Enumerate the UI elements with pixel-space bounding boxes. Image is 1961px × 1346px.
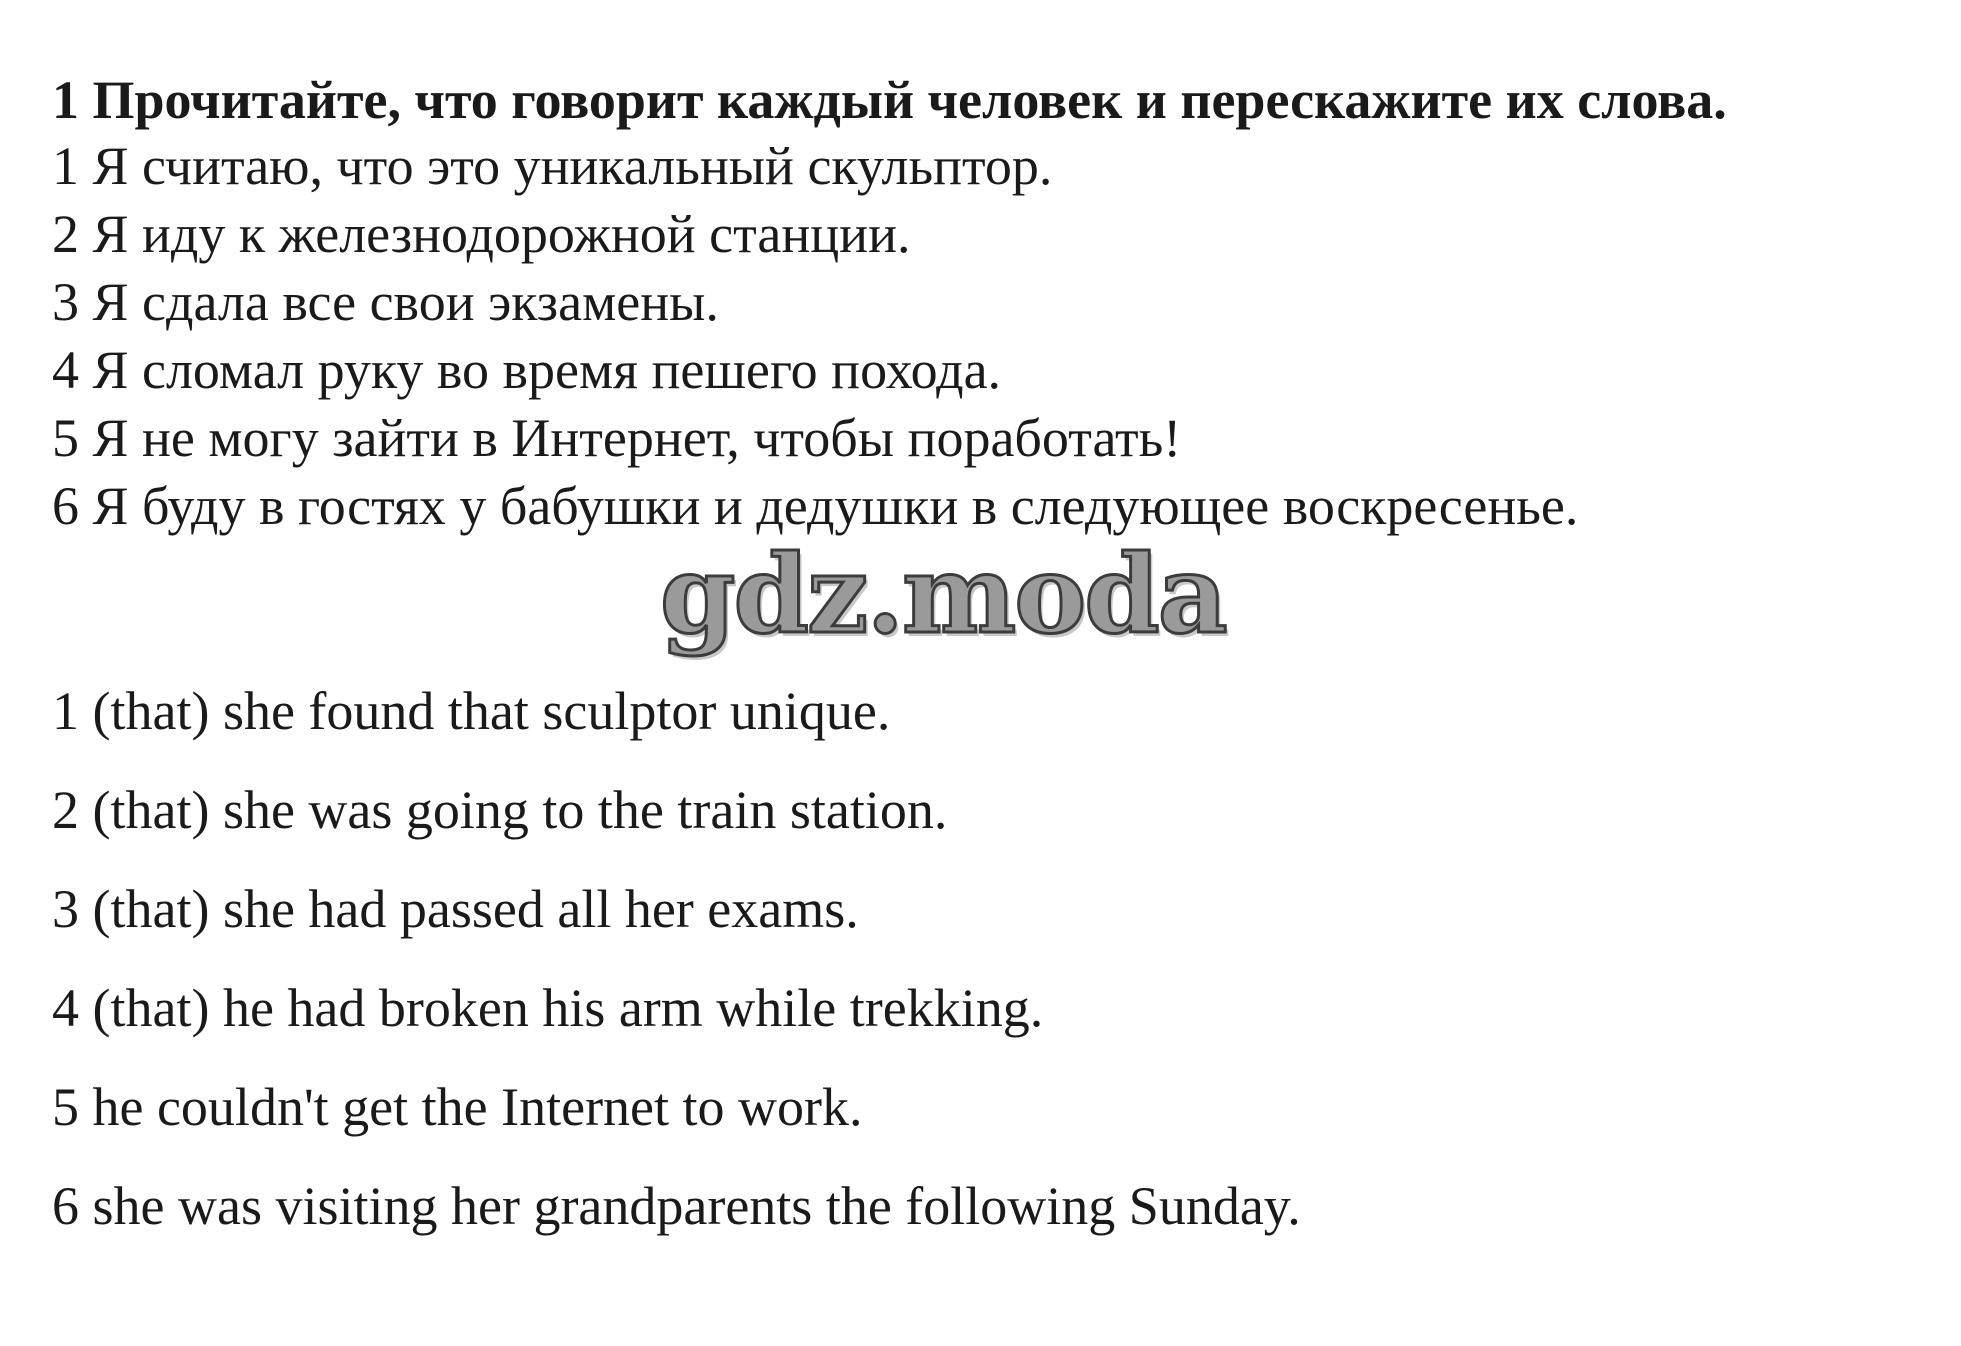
prompt-list [52, 132, 1578, 540]
answer-item: 5 he couldn't get the Internet to work. [52, 1077, 863, 1137]
prompt-item: 4 Я сломал руку во время пешего похода. [52, 340, 1002, 400]
prompt-item: 1 Я считаю, что это уникальный скульптор. [52, 136, 1053, 196]
answer-item: 2 (that) she was going to the train station. [52, 780, 948, 840]
answer-item: 3 (that) she had passed all her exams. [52, 879, 859, 939]
task-title: 1 Прочитайте, что говорит каждый человек и перескажите их слова. [52, 70, 1727, 130]
watermark-logo: gdz.moda [660, 532, 1226, 658]
answer-item: 6 she was visiting her grandparents the following Sunday. [52, 1176, 1301, 1236]
answer-item: 4 (that) he had broken his arm while trekking. [52, 978, 1044, 1038]
prompt-item: 6 Я буду в гостях у бабушки и дедушки в следующее воскресенье. [52, 476, 1579, 536]
answer-item: 1 (that) she found that sculptor unique. [52, 681, 891, 741]
answer-list [52, 662, 1301, 1256]
prompt-item: 3 Я сдала все свои экзамены. [52, 272, 719, 332]
prompt-item: 2 Я иду к железнодорожной станции. [52, 204, 911, 264]
prompt-item: 5 Я не могу зайти в Интернет, чтобы поработать! [52, 408, 1182, 468]
